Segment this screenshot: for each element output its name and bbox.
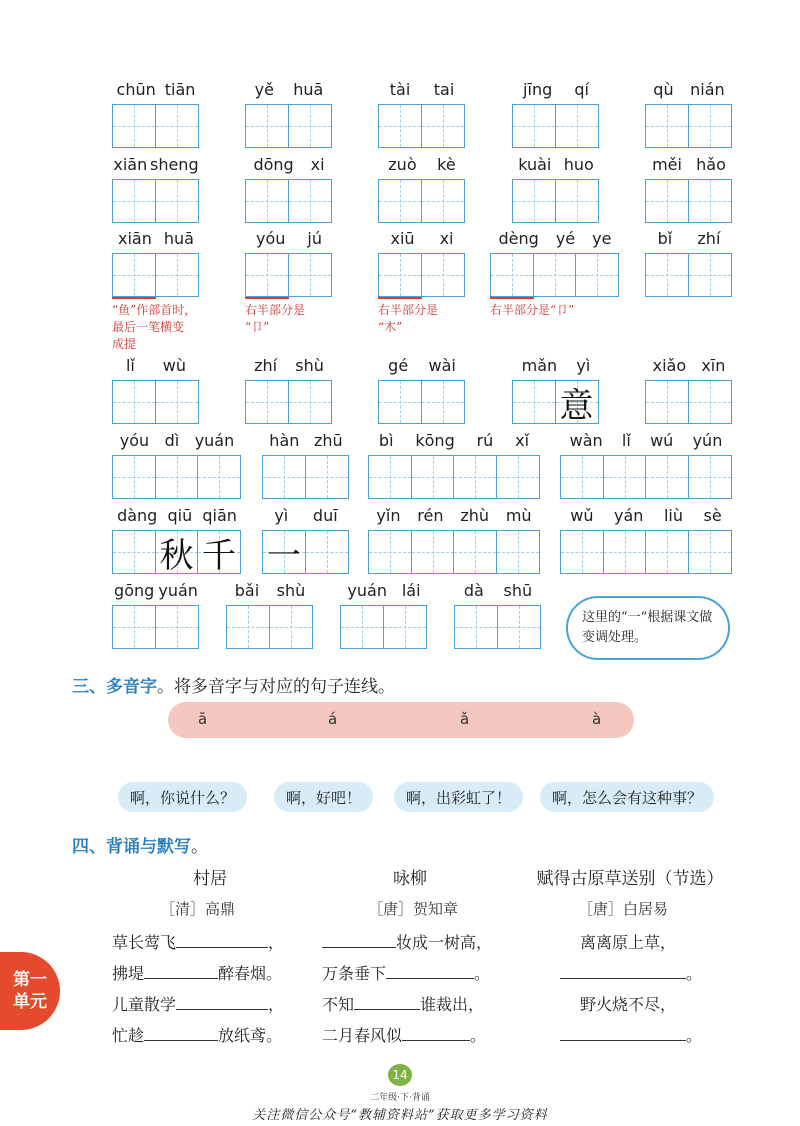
- pinyin: yóu: [119, 431, 150, 450]
- writing-box[interactable]: [288, 104, 332, 148]
- writing-box[interactable]: [512, 179, 556, 223]
- pinyin: yě: [254, 80, 274, 99]
- writing-box[interactable]: [512, 380, 556, 424]
- pinyin: bǎi: [234, 581, 260, 600]
- writing-box[interactable]: 秋: [155, 530, 199, 574]
- poem-line: 万条垂下 。: [322, 961, 490, 984]
- pinyin: tài: [389, 80, 411, 99]
- pinyin: wàn: [569, 431, 603, 450]
- tone-option[interactable]: ā: [198, 710, 208, 728]
- hint-note: 右半部分是“卩”: [490, 303, 575, 317]
- writing-box[interactable]: [496, 455, 540, 499]
- writing-box[interactable]: [383, 605, 427, 649]
- writing-box[interactable]: 一: [262, 530, 306, 574]
- writing-box[interactable]: [245, 104, 289, 148]
- pinyin: wài: [428, 356, 456, 375]
- writing-box[interactable]: [603, 530, 647, 574]
- pinyin: xi: [439, 229, 454, 248]
- pinyin: kuài: [518, 155, 552, 174]
- fill-blank[interactable]: [354, 992, 420, 1010]
- pinyin: dèng: [498, 229, 539, 248]
- writing-box[interactable]: [288, 380, 332, 424]
- hint-note: 右半部分是 “木”: [378, 303, 439, 334]
- writing-box[interactable]: [378, 380, 422, 424]
- pinyin: qí: [574, 80, 589, 99]
- pinyin: gé: [388, 356, 409, 375]
- pinyin: jīng: [523, 80, 553, 99]
- pinyin: xi: [310, 155, 325, 174]
- writing-box[interactable]: [645, 380, 689, 424]
- fill-blank[interactable]: [144, 961, 218, 979]
- pinyin: měi: [652, 155, 682, 174]
- pinyin: sheng: [149, 155, 199, 174]
- writing-box[interactable]: [411, 530, 455, 574]
- fill-blank[interactable]: [176, 992, 268, 1010]
- writing-box[interactable]: [512, 104, 556, 148]
- fill-blank[interactable]: [322, 930, 396, 948]
- writing-box[interactable]: [421, 253, 465, 297]
- pinyin: yún: [692, 431, 723, 450]
- pinyin: yuán: [194, 431, 235, 450]
- hint-underline: [378, 297, 422, 299]
- writing-box[interactable]: [245, 380, 289, 424]
- writing-box[interactable]: [533, 253, 577, 297]
- poem-line: 草长莺飞 ，: [112, 930, 284, 953]
- fill-blank[interactable]: [144, 1023, 218, 1041]
- poem-title: 赋得古原草送别（节选）: [536, 869, 724, 889]
- pinyin: dà: [463, 581, 484, 600]
- writing-box[interactable]: [262, 455, 306, 499]
- writing-box[interactable]: [453, 530, 497, 574]
- hint-note: 右半部分是 “卩”: [245, 303, 306, 334]
- hint-underline: [112, 297, 156, 299]
- tip-bubble: 这里的“一”根据课文做变调处理。: [566, 596, 730, 660]
- writing-box[interactable]: [560, 530, 604, 574]
- pinyin: kè: [437, 155, 456, 174]
- writing-box[interactable]: [155, 455, 199, 499]
- writing-box[interactable]: [421, 179, 465, 223]
- section-number: 三、: [72, 677, 106, 697]
- pinyin: sè: [703, 506, 722, 525]
- pinyin: xiǎo: [652, 356, 687, 375]
- writing-box[interactable]: [378, 179, 422, 223]
- pinyin: huā: [163, 229, 194, 248]
- pinyin: dōng: [253, 155, 294, 174]
- pinyin: zhí: [254, 356, 278, 375]
- hint-note: “鱼”作部首时， 最后一笔横变 成提: [112, 303, 197, 351]
- writing-box[interactable]: [112, 104, 156, 148]
- pinyin: huā: [293, 80, 324, 99]
- tone-bar: [168, 702, 634, 738]
- section-highlight: 背诵与默写: [106, 837, 191, 857]
- hint-underline: [490, 297, 534, 299]
- pinyin: mù: [505, 506, 532, 525]
- pinyin: dàng: [117, 506, 158, 525]
- tone-option[interactable]: á: [328, 710, 338, 728]
- poem-author: ［唐］贺知章: [368, 900, 459, 918]
- pinyin: rú: [476, 431, 494, 450]
- writing-box[interactable]: [112, 605, 156, 649]
- section-instruction: 。: [191, 837, 208, 857]
- pinyin: yuán: [347, 581, 387, 600]
- footer-watermark: 关注微信公众号“教辅资料站”获取更多学习资料: [252, 1108, 548, 1123]
- writing-box[interactable]: [112, 179, 156, 223]
- pinyin: rén: [417, 506, 444, 525]
- writing-box[interactable]: [378, 253, 422, 297]
- pinyin: zhí: [697, 229, 721, 248]
- pinyin: ye: [592, 229, 612, 248]
- writing-box[interactable]: [421, 380, 465, 424]
- pinyin: xiān: [113, 155, 148, 174]
- poem-line: 拂堤 醉春烟。: [112, 961, 282, 984]
- writing-box[interactable]: [155, 104, 199, 148]
- pinyin: zhū: [314, 431, 343, 450]
- pinyin: xiān: [118, 229, 152, 248]
- poem-title: 村居: [193, 869, 227, 889]
- pinyin: nián: [690, 80, 725, 99]
- pinyin: lǐ: [125, 356, 135, 375]
- writing-box[interactable]: [645, 455, 689, 499]
- footer-subtitle: 二年级·下·背诵: [370, 1093, 430, 1103]
- unit-tab-line: 第一: [13, 970, 47, 990]
- section-3-title: [72, 672, 395, 697]
- pinyin: yóu: [256, 229, 286, 248]
- writing-box[interactable]: [245, 253, 289, 297]
- pinyin: kōng: [415, 431, 455, 450]
- pinyin: yuán: [158, 581, 198, 600]
- writing-box[interactable]: [555, 104, 599, 148]
- poem-author: ［清］高鼎: [160, 900, 236, 918]
- pinyin: bǐ: [657, 229, 673, 248]
- writing-box[interactable]: [688, 253, 732, 297]
- pinyin: bì: [378, 431, 394, 450]
- section-number: 四、: [72, 837, 106, 857]
- writing-box[interactable]: [575, 253, 619, 297]
- pinyin: yì: [274, 506, 289, 525]
- pinyin: tai: [433, 80, 455, 99]
- writing-box[interactable]: [645, 104, 689, 148]
- pinyin: wú: [650, 431, 674, 450]
- poem-line: 。: [560, 1023, 702, 1046]
- writing-box[interactable]: [112, 455, 156, 499]
- sentence-option[interactable]: 啊，你说什么？: [118, 782, 247, 812]
- hint-underline: [245, 297, 289, 299]
- writing-box[interactable]: [490, 253, 534, 297]
- pinyin: shū: [503, 581, 533, 600]
- writing-box[interactable]: [340, 605, 384, 649]
- writing-box[interactable]: [645, 530, 689, 574]
- writing-box[interactable]: [645, 253, 689, 297]
- section-instruction: 。将多音字与对应的句子连线。: [157, 677, 395, 697]
- poem-line: 二月春风似 。: [322, 1023, 486, 1046]
- writing-box[interactable]: [197, 455, 241, 499]
- poem-line: 妆成一树高，: [322, 930, 492, 953]
- pinyin: hǎo: [696, 155, 726, 174]
- pinyin: mǎn: [521, 356, 558, 375]
- writing-box[interactable]: [378, 104, 422, 148]
- pinyin: yán: [614, 506, 644, 525]
- writing-box[interactable]: [411, 455, 455, 499]
- fill-blank[interactable]: [402, 1023, 470, 1041]
- poem-line: 野火烧不尽，: [580, 995, 677, 1014]
- pinyin: gōng: [114, 581, 155, 600]
- fill-blank[interactable]: [386, 961, 474, 979]
- pinyin: duī: [312, 506, 338, 525]
- writing-box[interactable]: [288, 253, 332, 297]
- pinyin: lǐ: [621, 431, 631, 450]
- writing-box[interactable]: [645, 179, 689, 223]
- pinyin: hàn: [269, 431, 300, 450]
- writing-box[interactable]: [496, 530, 540, 574]
- pinyin: qù: [653, 80, 674, 99]
- pinyin: yé: [555, 229, 576, 248]
- writing-box[interactable]: 意: [555, 380, 599, 424]
- writing-box[interactable]: [688, 530, 732, 574]
- fill-blank[interactable]: [560, 1023, 686, 1041]
- poem-title: 咏柳: [393, 869, 427, 889]
- writing-box[interactable]: [421, 104, 465, 148]
- writing-box[interactable]: [688, 380, 732, 424]
- writing-box[interactable]: [112, 253, 156, 297]
- poem-line: 忙趁 放纸鸢。: [112, 1023, 282, 1046]
- section-highlight: 多音字: [106, 677, 157, 697]
- writing-box[interactable]: [288, 179, 332, 223]
- unit-tab-line: 单元: [13, 992, 47, 1012]
- writing-box[interactable]: [368, 455, 412, 499]
- writing-box[interactable]: [269, 605, 313, 649]
- poem-line: 不知 谁裁出，: [322, 992, 484, 1015]
- writing-box[interactable]: [155, 179, 199, 223]
- writing-box[interactable]: [155, 380, 199, 424]
- pinyin: shù: [295, 356, 324, 375]
- pinyin: xīn: [701, 356, 726, 375]
- writing-box[interactable]: [603, 455, 647, 499]
- sentence-option[interactable]: 啊，好吧！: [274, 782, 373, 812]
- sentence-option[interactable]: 啊，出彩虹了！: [394, 782, 523, 812]
- page-number: 14: [388, 1064, 412, 1086]
- pinyin: yǐn: [376, 506, 401, 525]
- fill-blank[interactable]: [560, 961, 686, 979]
- pinyin: dì: [164, 431, 180, 450]
- writing-box[interactable]: [497, 605, 541, 649]
- poem-line: 儿童散学 ，: [112, 992, 284, 1015]
- pinyin: tiān: [164, 80, 196, 99]
- writing-box[interactable]: [155, 605, 199, 649]
- writing-box[interactable]: [226, 605, 270, 649]
- section-4-title: [72, 832, 208, 857]
- pinyin: lái: [401, 581, 421, 600]
- poem-author: ［唐］白居易: [578, 900, 669, 918]
- pinyin: xiū: [390, 229, 415, 248]
- pinyin: yì: [576, 356, 591, 375]
- pinyin: shù: [276, 581, 306, 600]
- unit-tab: [0, 952, 60, 1030]
- poem-line: 离离原上草，: [580, 933, 677, 952]
- pinyin: qiān: [202, 506, 237, 525]
- pinyin: wù: [162, 356, 187, 375]
- fill-blank[interactable]: [176, 930, 268, 948]
- pinyin: chūn: [116, 80, 156, 99]
- pinyin: wǔ: [570, 506, 594, 525]
- pinyin: zhù: [460, 506, 489, 525]
- pinyin: huo: [563, 155, 594, 174]
- tone-option[interactable]: à: [592, 710, 602, 728]
- tone-option[interactable]: ǎ: [460, 710, 470, 728]
- pinyin: xǐ: [515, 431, 530, 450]
- writing-box[interactable]: [305, 455, 349, 499]
- sentence-option[interactable]: 啊，怎么会有这种事？: [540, 782, 714, 812]
- writing-box[interactable]: [368, 530, 412, 574]
- writing-box[interactable]: [112, 380, 156, 424]
- poem-line: 。: [560, 961, 702, 984]
- writing-box[interactable]: [305, 530, 349, 574]
- writing-box[interactable]: [245, 179, 289, 223]
- writing-box[interactable]: [560, 455, 604, 499]
- pinyin: liù: [663, 506, 684, 525]
- writing-box[interactable]: [155, 253, 199, 297]
- pinyin: zuò: [388, 155, 417, 174]
- writing-box[interactable]: [688, 455, 732, 499]
- writing-box[interactable]: [555, 179, 599, 223]
- writing-box[interactable]: [454, 605, 498, 649]
- pinyin: jú: [307, 229, 322, 248]
- writing-box[interactable]: [112, 530, 156, 574]
- writing-box[interactable]: [688, 179, 732, 223]
- writing-box[interactable]: 千: [197, 530, 241, 574]
- pinyin: qiū: [167, 506, 193, 525]
- writing-box[interactable]: [688, 104, 732, 148]
- writing-box[interactable]: [453, 455, 497, 499]
